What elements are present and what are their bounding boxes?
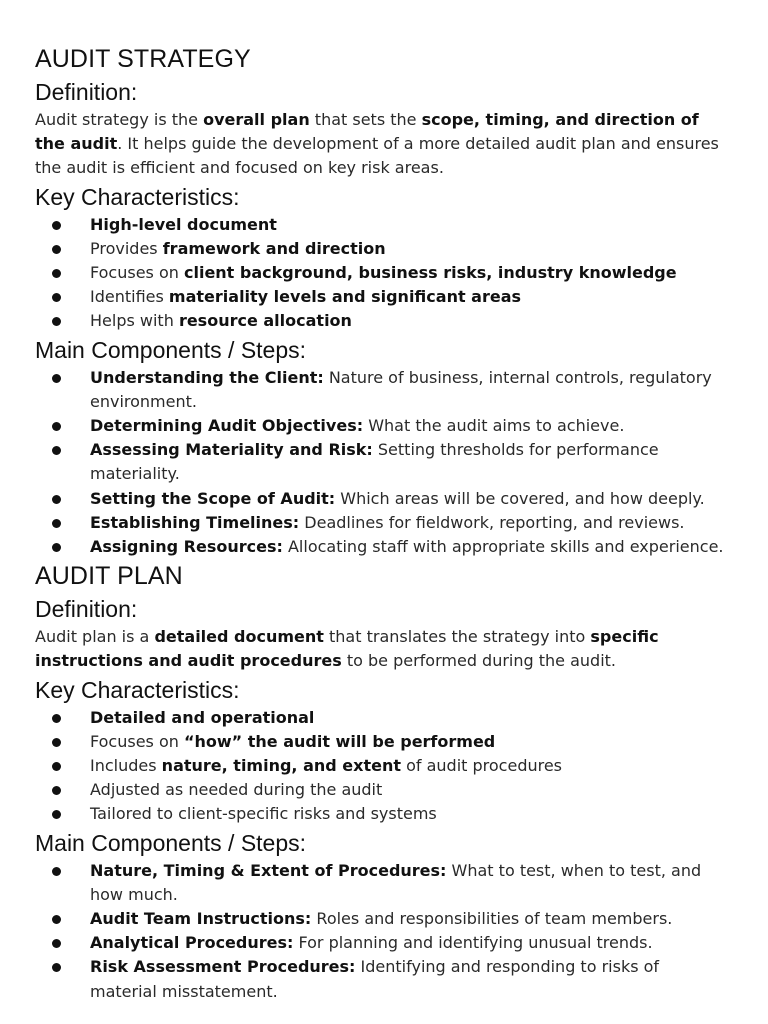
strategy-component-item [35, 438, 728, 486]
bullet-icon [52, 714, 61, 723]
text-run: Provides [90, 238, 163, 258]
text-run: Nature of business, internal controls, regulatory environment. [90, 367, 712, 411]
text-run: Deadlines for fieldwork, reporting, and reviews. [299, 512, 685, 532]
text-run: Includes [90, 756, 162, 776]
bold-text: Assigning Resources: [90, 537, 283, 557]
text-run: Audit strategy is the [35, 110, 204, 129]
bold-text: Assessing Materiality and Risk: [90, 440, 373, 460]
bold-text: framework and direction [162, 238, 386, 258]
strategy-characteristic-item [35, 309, 728, 333]
bullet-icon [52, 915, 61, 924]
text-run: For planning and identifying unusual trends. [293, 933, 653, 953]
plan-characteristic-item [35, 754, 728, 778]
strategy-characteristics-list [35, 213, 728, 334]
bold-text: Understanding the Client: [90, 367, 324, 387]
text-run: Adjusted as needed during the audit [90, 780, 383, 800]
text-run: that translates the strategy into [323, 627, 591, 647]
bullet-icon [52, 867, 61, 876]
text-run: Focuses on [90, 263, 184, 283]
text-run: Roles and responsibilities of team members. [311, 909, 673, 929]
bold-text: Nature, Timing & Extent of Procedures: [90, 860, 447, 880]
bold-text: resource allocation [178, 311, 352, 331]
text-run: What the audit aims to achieve. [363, 416, 625, 436]
plan-characteristic-item [35, 706, 728, 730]
strategy-component-item [35, 487, 728, 511]
strategy-definition-heading: Definition: [35, 79, 138, 105]
bold-text: specific instructions and audit procedures [35, 627, 659, 671]
bold-text: materiality levels and significant areas [168, 287, 522, 307]
bullet-icon [52, 422, 61, 431]
text-run: of audit procedures [401, 756, 563, 776]
strategy-definition-text [35, 108, 728, 181]
strategy-characteristic-item [35, 285, 728, 309]
plan-characteristics-heading: Key Characteristics: [35, 676, 240, 703]
strategy-characteristic-item [35, 213, 728, 237]
strategy-characteristics-heading: Key Characteristics: [35, 183, 240, 210]
plan-components-heading: Main Components / Steps: [35, 829, 307, 856]
bullet-icon [52, 963, 61, 972]
strategy-component-item [35, 414, 728, 438]
plan-component-item [35, 931, 728, 955]
plan-characteristic-item [35, 778, 728, 802]
plan-component-item [35, 955, 728, 1003]
bold-text: Establishing Timelines: [90, 512, 300, 532]
audit-strategy-title: AUDIT STRATEGY [35, 45, 251, 73]
strategy-component-item [35, 535, 728, 559]
bullet-icon [52, 374, 61, 383]
audit-plan-section [35, 559, 728, 1004]
plan-characteristics-list [35, 706, 728, 827]
bold-text: overall plan [203, 110, 310, 129]
bold-text: Audit Team Instructions: [90, 909, 312, 929]
bullet-icon [52, 939, 61, 948]
text-run: Focuses on [90, 731, 184, 751]
bold-text: client background, business risks, industry knowledge [183, 263, 677, 283]
bullet-icon [52, 810, 61, 819]
bullet-icon [52, 245, 61, 254]
bullet-icon [52, 738, 61, 747]
bold-text: Analytical Procedures: [90, 933, 294, 953]
audit-plan-title: AUDIT PLAN [35, 562, 183, 591]
text-run: Tailored to client-specific risks and systems [90, 804, 437, 824]
text-run: Identifies [90, 287, 169, 307]
strategy-component-item [35, 366, 728, 414]
bold-text: scope, timing, and direction of the audit [35, 110, 699, 154]
plan-characteristic-item [35, 730, 728, 754]
bullet-icon [52, 519, 61, 528]
plan-component-item [35, 907, 728, 931]
plan-components-list [35, 859, 728, 1004]
bold-text: detailed document [154, 627, 324, 647]
bold-text: nature, timing, and extent [161, 756, 401, 776]
bold-text: Risk Assessment Procedures: [90, 957, 356, 977]
bullet-icon [52, 317, 61, 326]
bold-text: High-level document [90, 214, 277, 234]
text-run: Audit plan is a [35, 627, 155, 647]
bullet-icon [52, 293, 61, 302]
bullet-icon [52, 786, 61, 795]
audit-strategy-section [35, 42, 728, 559]
strategy-characteristic-item [35, 261, 728, 285]
bullet-icon [52, 221, 61, 230]
plan-definition-heading: Definition: [35, 596, 138, 623]
plan-component-item [35, 859, 728, 907]
bullet-icon [52, 269, 61, 278]
text-run: that sets the [309, 110, 422, 129]
bold-text: “how” the audit will be performed [183, 731, 496, 751]
plan-characteristic-item [35, 802, 728, 826]
bullet-icon [52, 762, 61, 771]
strategy-component-item [35, 511, 728, 535]
strategy-components-list [35, 366, 728, 560]
text-run: Identifying and responding to risks of material misstatement. [90, 957, 660, 1001]
text-run: Helps with [90, 311, 179, 331]
text-run: Which areas will be covered, and how deeply. [335, 488, 705, 508]
plan-definition-text [35, 625, 728, 673]
text-run: What to test, when to test, and how much. [90, 860, 702, 904]
text-run: . It helps guide the development of a more detailed audit plan and ensures the audit is efficient and focused on key risk areas. [35, 134, 719, 178]
strategy-characteristic-item [35, 237, 728, 261]
text-run: Allocating staff with appropriate skills and experience. [282, 537, 724, 557]
text-run: Setting thresholds for performance materiality. [90, 440, 659, 484]
bullet-icon [52, 543, 61, 552]
text-run: to be performed during the audit. [341, 651, 617, 671]
bold-text: Setting the Scope of Audit: [90, 488, 336, 508]
bold-text: Detailed and operational [90, 707, 315, 727]
bold-text: Determining Audit Objectives: [90, 416, 364, 436]
bullet-icon [52, 495, 61, 504]
strategy-components-heading: Main Components / Steps: [35, 336, 307, 363]
bullet-icon [52, 446, 61, 455]
